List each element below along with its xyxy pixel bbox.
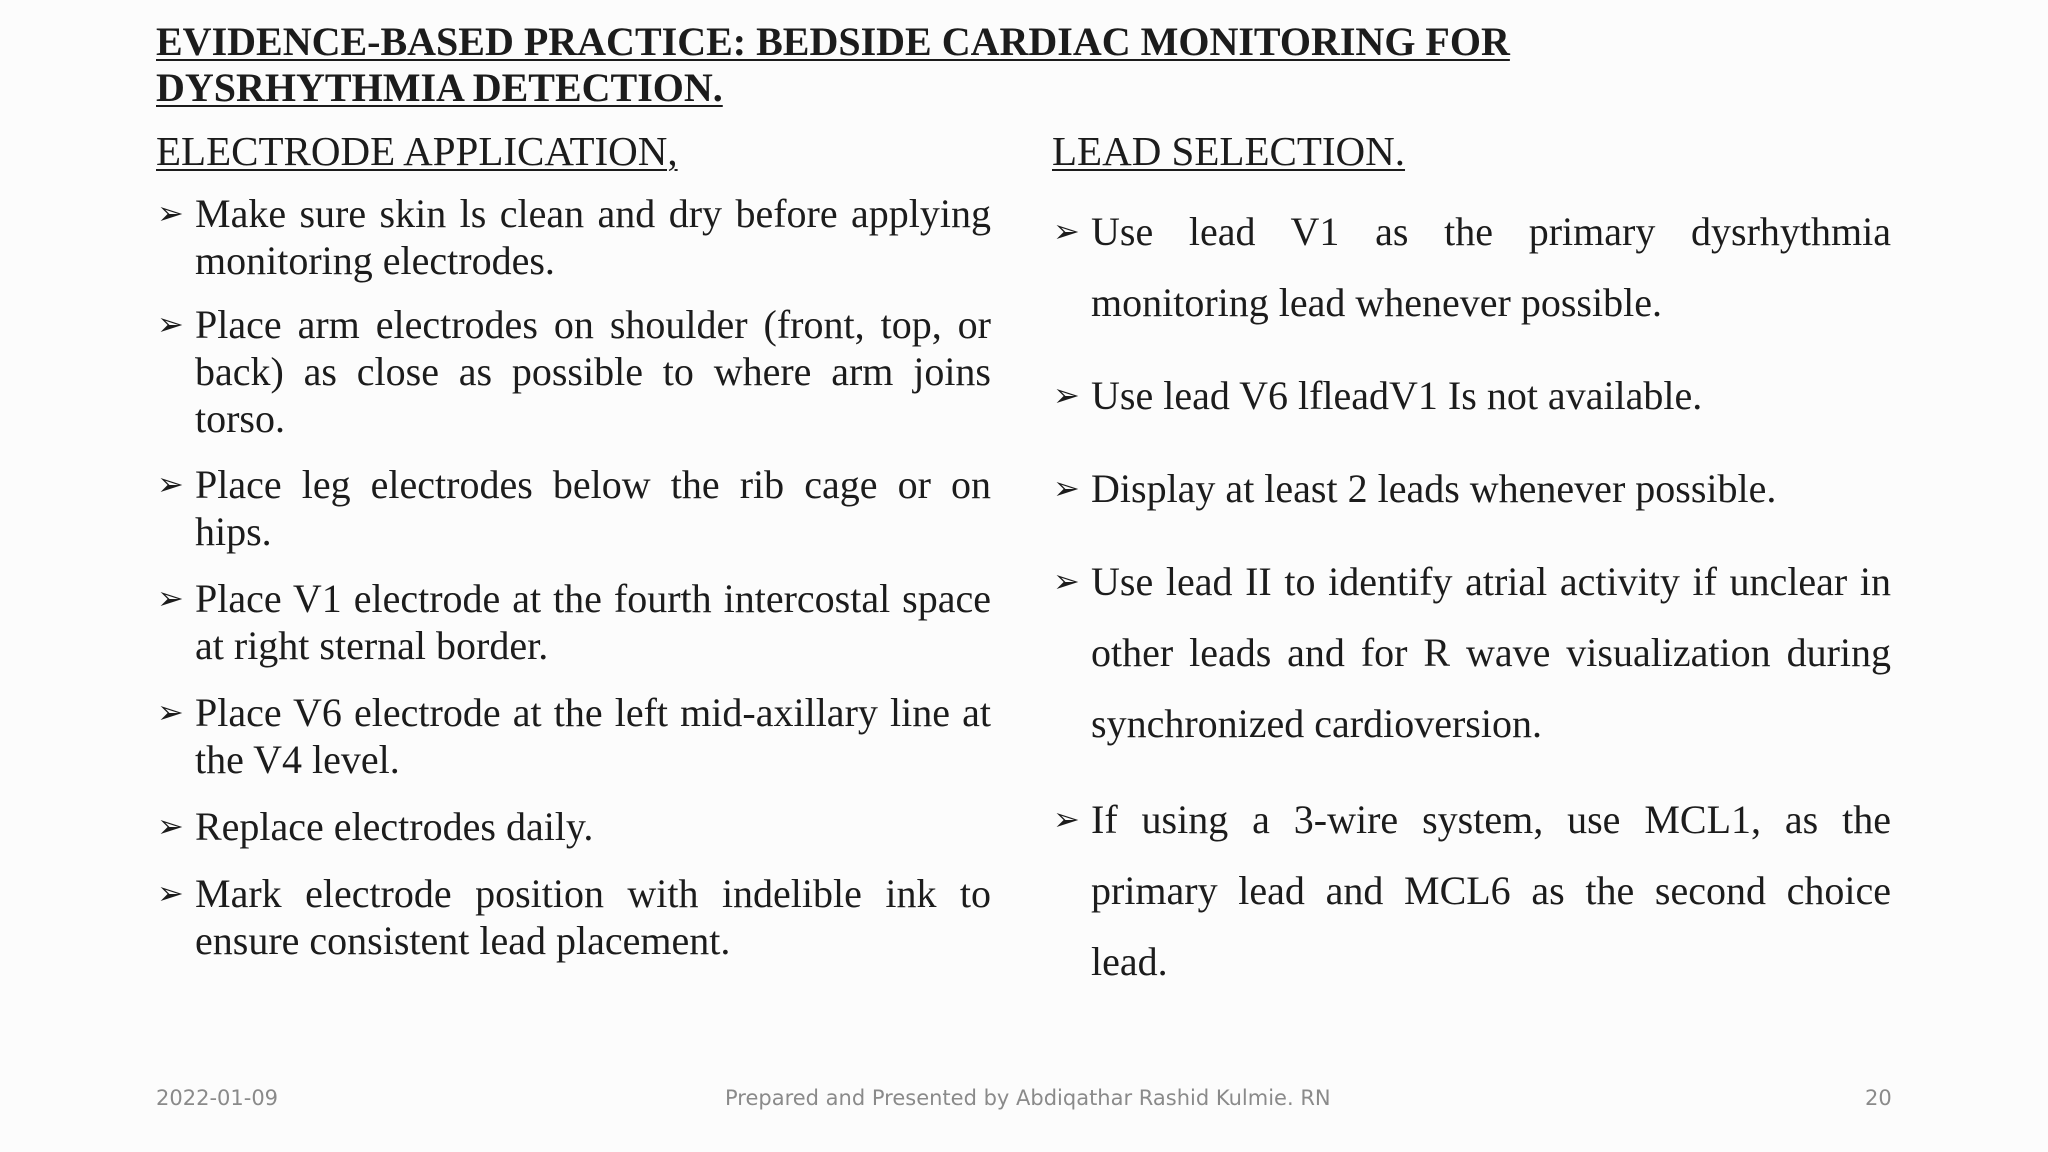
footer-page-number: 20 — [1865, 1086, 1892, 1110]
list-item-text: Make sure skin ls clean and dry before applying monitoring electrodes. — [195, 191, 991, 283]
arrow-bullet-icon: ➢ — [1053, 469, 1080, 507]
list-item-text: Display at least 2 leads whenever possible. — [1091, 466, 1777, 511]
list-item-text: Place arm electrodes on shoulder (front, top, or back) as close as possible to where arm joins torso. — [195, 302, 991, 441]
slide-title — [156, 19, 1916, 111]
list-item-text: Replace electrodes daily. — [195, 804, 594, 849]
list-item — [157, 461, 991, 555]
list-item — [157, 689, 991, 783]
list-item — [157, 803, 991, 850]
list-item — [1053, 196, 1891, 338]
list-item-text: Place V1 electrode at the fourth intercostal space at right sternal border. — [195, 576, 991, 668]
list-item-text: Mark electrode position with indelible ink to ensure consistent lead placement. — [195, 871, 991, 963]
list-item-text: If using a 3-wire system, use MCL1, as the primary lead and MCL6 as the second choice lead. — [1091, 797, 1891, 984]
list-item — [1053, 453, 1891, 524]
list-item — [1053, 784, 1891, 997]
slide-title-line-2: DYSRHYTHMIA DETECTION. — [156, 65, 723, 110]
lead-selection-heading: LEAD SELECTION. — [1052, 128, 1406, 174]
electrode-application-heading: ELECTRODE APPLICATION, — [156, 128, 678, 174]
list-item — [1053, 360, 1891, 431]
list-item-text: Use lead V1 as the primary dysrhythmia monitoring lead whenever possible. — [1091, 209, 1891, 325]
arrow-bullet-icon: ➢ — [157, 693, 184, 731]
arrow-bullet-icon: ➢ — [1053, 562, 1080, 600]
list-item — [157, 870, 991, 964]
arrow-bullet-icon: ➢ — [1053, 212, 1080, 250]
arrow-bullet-icon: ➢ — [157, 874, 184, 912]
list-item — [157, 301, 991, 442]
arrow-bullet-icon: ➢ — [157, 579, 184, 617]
list-item-text: Place leg electrodes below the rib cage or on hips. — [195, 462, 991, 554]
list-item — [157, 190, 991, 284]
list-item — [157, 575, 991, 669]
footer-presenter: Prepared and Presented by Abdiqathar Rashid Kulmie. RN — [725, 1086, 1331, 1110]
footer-date: 2022-01-09 — [156, 1086, 279, 1110]
arrow-bullet-icon: ➢ — [157, 807, 184, 845]
arrow-bullet-icon: ➢ — [1053, 376, 1080, 414]
arrow-bullet-icon: ➢ — [157, 305, 184, 343]
list-item-text: Place V6 electrode at the left mid-axillary line at the V4 level. — [195, 690, 991, 782]
arrow-bullet-icon: ➢ — [1053, 800, 1080, 838]
slide-title-line-1: EVIDENCE-BASED PRACTICE: BEDSIDE CARDIAC MONITORING FOR — [156, 19, 1510, 64]
list-item-text: Use lead V6 lfleadV1 Is not available. — [1091, 373, 1703, 418]
arrow-bullet-icon: ➢ — [157, 465, 184, 503]
list-item — [1053, 546, 1891, 759]
list-item-text: Use lead II to identify atrial activity if unclear in other leads and for R wave visualization during synchronized cardioversion. — [1091, 559, 1891, 746]
arrow-bullet-icon: ➢ — [157, 194, 184, 232]
